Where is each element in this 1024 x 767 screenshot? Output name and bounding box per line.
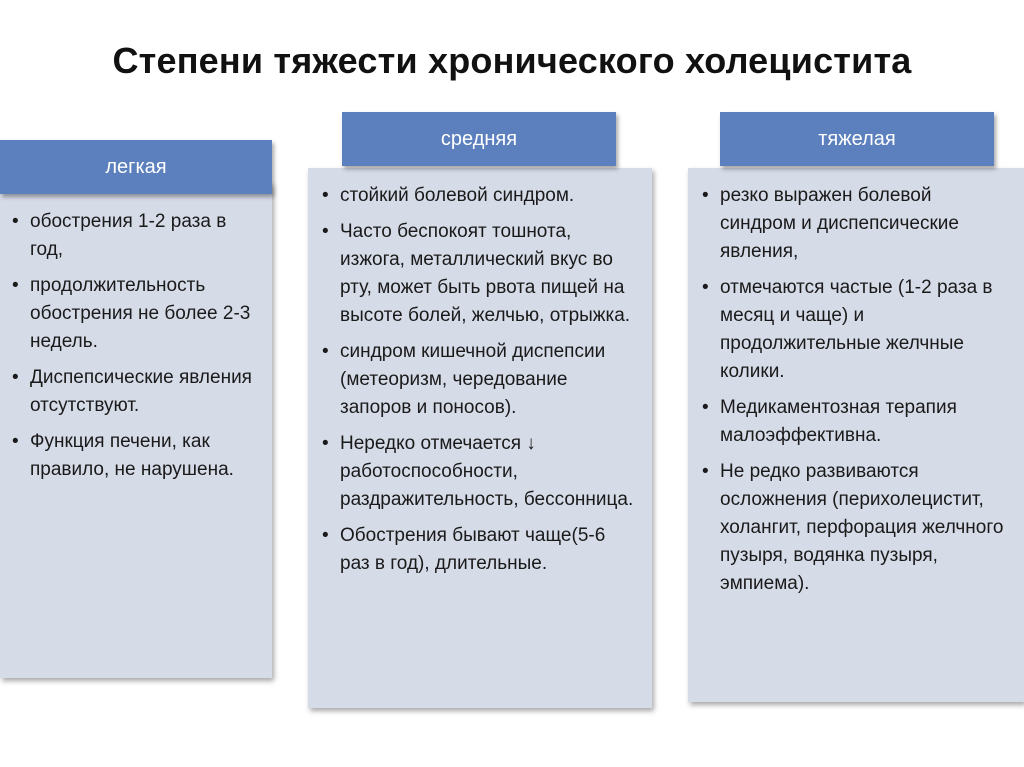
list-item: • Не редко развиваются осложнения (перихолецистит, холангит, перфорация желчного пузыря, водянка пузыря, эмпиема). xyxy=(702,458,1010,598)
bullet-icon: • xyxy=(322,525,329,546)
card-moderate-header: средняя xyxy=(342,112,616,166)
list-item: • Функция печени, как правило, не нарушена. xyxy=(12,428,260,484)
bullet-icon: • xyxy=(702,397,709,418)
bullet-icon: • xyxy=(12,431,19,452)
bullet-icon: • xyxy=(702,277,709,298)
bullet-icon: • xyxy=(322,341,329,362)
slide-title: Степени тяжести хронического холецистита xyxy=(112,40,912,81)
card-mild-list xyxy=(12,208,260,484)
bullet-icon: • xyxy=(322,433,329,454)
bullet-icon: • xyxy=(702,185,709,206)
list-item: • Диспепсические явления отсутствуют. xyxy=(12,364,260,420)
bullet-icon: • xyxy=(12,275,19,296)
card-moderate-list xyxy=(322,182,640,578)
card-mild-header: легкая xyxy=(0,140,272,194)
list-item: • отмечаются частые (1-2 раза в месяц и чаще) и продолжительные желчные колики. xyxy=(702,274,1010,386)
list-item: • продолжительность обострения не более 2-3 недель. xyxy=(12,272,260,356)
card-moderate-body xyxy=(308,168,652,708)
bullet-icon: • xyxy=(702,461,709,482)
list-item: • Обострения бывают чаще(5-6 раз в год), длительные. xyxy=(322,522,640,578)
card-severe-body xyxy=(688,168,1024,702)
bullet-icon: • xyxy=(322,185,329,206)
bullet-icon: • xyxy=(322,221,329,242)
card-mild-body xyxy=(0,182,272,678)
list-item: • обострения 1-2 раза в год, xyxy=(12,208,260,264)
bullet-icon: • xyxy=(12,211,19,232)
list-item: • стойкий болевой синдром. xyxy=(322,182,640,210)
list-item: • Медикаментозная терапия малоэффективна. xyxy=(702,394,1010,450)
list-item: • синдром кишечной диспепсии (метеоризм, чередование запоров и поносов). xyxy=(322,338,640,422)
list-item: • Нередко отмечается ↓ работоспособности, раздражительность, бессонница. xyxy=(322,430,640,514)
bullet-icon: • xyxy=(12,367,19,388)
list-item: • Часто беспокоят тошнота, изжога, металлический вкус во рту, может быть рвота пищей на высоте болей, желчью, отрыжка. xyxy=(322,218,640,330)
card-severe-header: тяжелая xyxy=(720,112,994,166)
list-item: • резко выражен болевой синдром и диспепсические явления, xyxy=(702,182,1010,266)
card-severe-list xyxy=(702,182,1010,598)
